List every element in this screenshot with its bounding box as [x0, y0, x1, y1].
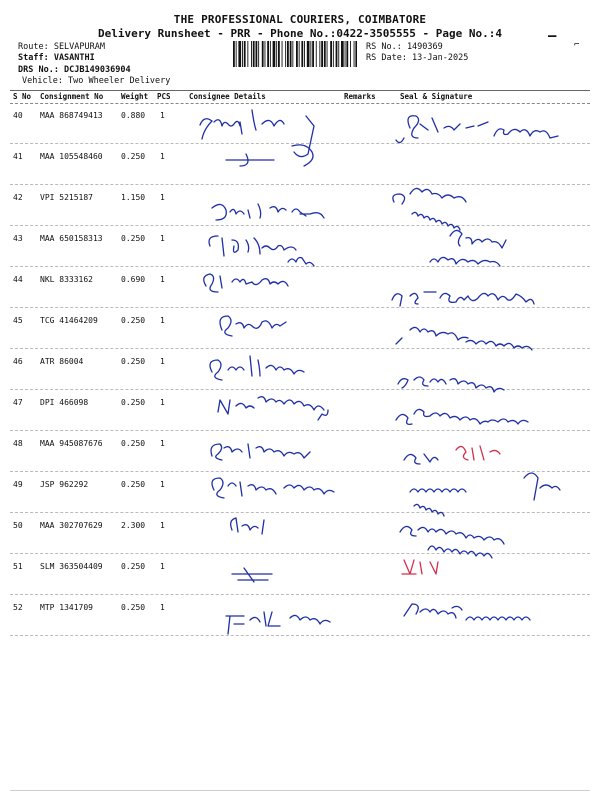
seal-signature-50: [400, 526, 504, 558]
cell-sno: 42: [13, 193, 23, 202]
cell-sno: 48: [13, 439, 23, 448]
cell-weight: 2.300: [121, 521, 146, 530]
page-bottom-rule: [10, 790, 590, 791]
runsheet-title: Delivery Runsheet - PRR - Phone No.:0422-3505555 - Page No.:4: [98, 27, 502, 40]
cell-sno: 51: [13, 562, 23, 571]
cell-weight: 0.880: [121, 111, 146, 120]
cell-weight: 1.150: [121, 193, 146, 202]
consignee-signature-52: [226, 612, 330, 634]
col-sno: S No: [13, 92, 32, 101]
consignee-signature-40: [200, 110, 314, 157]
cell-sno: 47: [13, 398, 23, 407]
cell-weight: 0.250: [121, 603, 146, 612]
cell-consignment: MAA 650158313: [40, 234, 103, 243]
consignee-signature-46: [210, 356, 304, 380]
company-title: THE PROFESSIONAL COURIERS, COIMBATORE: [173, 13, 427, 26]
cell-sno: 52: [13, 603, 23, 612]
col-remarks: Remarks: [344, 92, 376, 101]
col-weight: Weight: [121, 92, 149, 101]
cell-consignment: MAA 302707629: [40, 521, 103, 530]
cell-pcs: 1: [160, 398, 165, 407]
cell-consignment: JSP 962292: [40, 480, 89, 489]
stamp-mark-48: [456, 446, 500, 460]
cell-pcs: 1: [160, 152, 165, 161]
vehicle-label: Vehicle: Two Wheeler Delivery: [22, 76, 171, 86]
cell-weight: 0.250: [121, 316, 146, 325]
cell-sno: 40: [13, 111, 23, 120]
cell-pcs: 1: [160, 439, 165, 448]
seal-signature-42: [393, 188, 466, 230]
cell-consignment: DPI 466098: [40, 398, 89, 407]
cell-sno: 41: [13, 152, 23, 161]
cell-pcs: 1: [160, 316, 165, 325]
cell-weight: 0.250: [121, 439, 146, 448]
seal-signature-48: [404, 454, 438, 464]
seal-signature-45: [396, 327, 532, 350]
route-label: Route: SELVAPURAM: [18, 42, 105, 52]
cell-weight: 0.250: [121, 562, 146, 571]
cell-sno: 49: [13, 480, 23, 489]
corner-tick-icon: ⌐: [574, 40, 580, 50]
seal-signature-52: [404, 604, 530, 620]
cell-pcs: 1: [160, 480, 165, 489]
col-seal-signature: Seal & Signature: [400, 92, 473, 101]
cell-pcs: 1: [160, 603, 165, 612]
cell-weight: 0.250: [121, 357, 146, 366]
consignee-signature-47: [218, 397, 328, 420]
consignee-signature-48: [211, 444, 310, 460]
seal-signature-40: [396, 116, 558, 143]
cell-pcs: 1: [160, 111, 165, 120]
col-consignee: Consignee Details: [189, 92, 266, 101]
seal-signature-43: [430, 230, 506, 266]
cell-pcs: 1: [160, 357, 165, 366]
seal-signature-46: [398, 377, 504, 392]
cell-consignment: MAA 105548460: [40, 152, 103, 161]
cell-consignment: VPI 5215187: [40, 193, 93, 202]
consignee-mark-41: [226, 145, 313, 166]
cell-weight: 0.690: [121, 275, 146, 284]
seal-signature-47: [396, 409, 528, 424]
cell-pcs: 1: [160, 521, 165, 530]
stamp-mark-51: [402, 560, 438, 574]
cell-sno: 45: [13, 316, 23, 325]
cell-weight: 0.250: [121, 152, 146, 161]
col-pcs: PCS: [157, 92, 171, 101]
consignee-mark-51: [232, 568, 272, 582]
staff-label: Staff: VASANTHI: [18, 53, 95, 63]
dash-mark-icon: –: [548, 28, 557, 44]
consignee-signature-50: [231, 518, 264, 534]
cell-weight: 0.250: [121, 398, 146, 407]
drs-number: DRS No.: DCJB149036904: [18, 65, 131, 75]
cell-consignment: ATR 86004: [40, 357, 84, 366]
cell-consignment: SLM 363504409: [40, 562, 103, 571]
cell-weight: 0.250: [121, 480, 146, 489]
cell-pcs: 1: [160, 562, 165, 571]
cell-consignment: MAA 868749413: [40, 111, 103, 120]
cell-consignment: TCG 41464209: [40, 316, 98, 325]
cell-consignment: MAA 945087676: [40, 439, 103, 448]
consignee-signature-43: [209, 236, 314, 266]
consignee-signature-49: [212, 478, 334, 498]
consignee-signature-45: [220, 316, 286, 336]
cell-pcs: 1: [160, 193, 165, 202]
cell-consignment: MTP 1341709: [40, 603, 93, 612]
cell-pcs: 1: [160, 234, 165, 243]
cell-weight: 0.250: [121, 234, 146, 243]
rs-number: RS No.: 1490369: [366, 42, 443, 52]
col-consignment: Consignment No: [40, 92, 104, 101]
seal-signature-44: [392, 292, 534, 306]
cell-sno: 44: [13, 275, 23, 284]
consignee-signature-44: [204, 274, 288, 292]
cell-consignment: NKL 8333162: [40, 275, 93, 284]
seal-signature-49: [410, 473, 560, 516]
rs-date: RS Date: 13-Jan-2025: [366, 53, 469, 63]
cell-sno: 50: [13, 521, 23, 530]
consignee-signature-42: [212, 204, 324, 220]
cell-pcs: 1: [160, 275, 165, 284]
cell-sno: 43: [13, 234, 23, 243]
cell-sno: 46: [13, 357, 23, 366]
